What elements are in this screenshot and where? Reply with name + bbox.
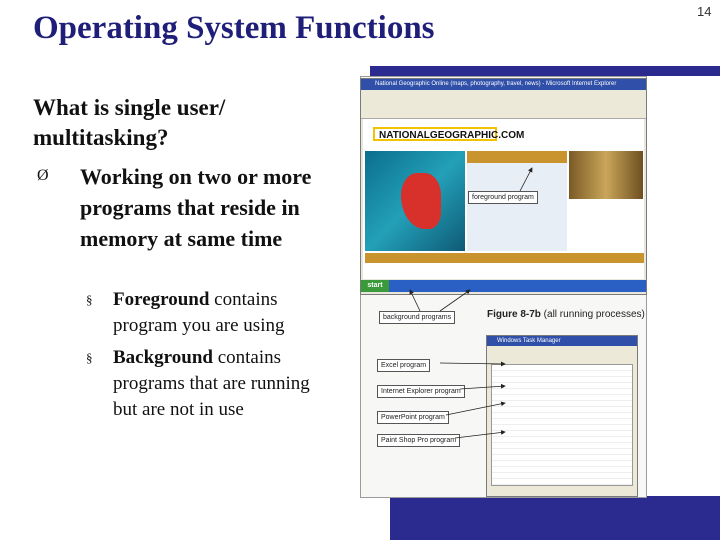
process-list <box>491 364 633 486</box>
callout-paintshop: Paint Shop Pro program <box>377 434 460 447</box>
slide-title: Operating System Functions <box>33 10 435 46</box>
sub-bullet-term: Foreground <box>113 289 210 310</box>
task-manager-window <box>486 335 638 497</box>
figure-caption-text: (all running processes) <box>540 309 645 320</box>
site-logo: NATIONALGEOGRAPHIC.COM <box>373 127 497 141</box>
callout-background: background programs <box>379 311 455 324</box>
main-bullet: Working on two or more programs that reside in memory at same time <box>80 164 312 251</box>
leopard-image <box>569 151 643 199</box>
sub-bullet-text: contains programs that are running but are not in use <box>113 347 310 420</box>
parrot-image <box>365 151 465 251</box>
figure-caption-number: Figure 8-7b <box>487 309 541 320</box>
browser-toolbar <box>361 90 646 119</box>
square-bullet-icon: § <box>86 292 93 307</box>
browser-titlebar: National Geographic Online (maps, photography, travel, news) - Microsoft Internet Explorer <box>361 79 646 90</box>
start-button: start <box>361 280 389 292</box>
task-manager-title: Windows Task Manager <box>487 336 637 346</box>
sub-bullet-background <box>113 345 328 423</box>
page-number: 14 <box>697 4 712 19</box>
taskbar <box>361 280 646 292</box>
accent-bar-top <box>370 66 720 76</box>
callout-powerpoint: PowerPoint program <box>377 411 449 424</box>
callout-excel: Excel program <box>377 359 430 372</box>
accent-bar-bottom <box>390 496 720 540</box>
sub-bullet-term: Background <box>113 347 213 368</box>
site-nav-bar <box>365 253 644 263</box>
square-bullet-icon: § <box>86 350 93 365</box>
callout-internet-explorer: Internet Explorer program <box>377 385 465 398</box>
browser-window <box>360 78 647 295</box>
sub-bullet-text: contains program you are using <box>113 289 285 336</box>
sub-bullet-foreground <box>113 287 328 339</box>
question-text: What is single user/ multitasking? <box>33 95 226 150</box>
callout-foreground: foreground program <box>468 191 538 204</box>
bullet-arrow-icon: Ø <box>37 167 49 184</box>
figure-caption <box>487 309 645 320</box>
